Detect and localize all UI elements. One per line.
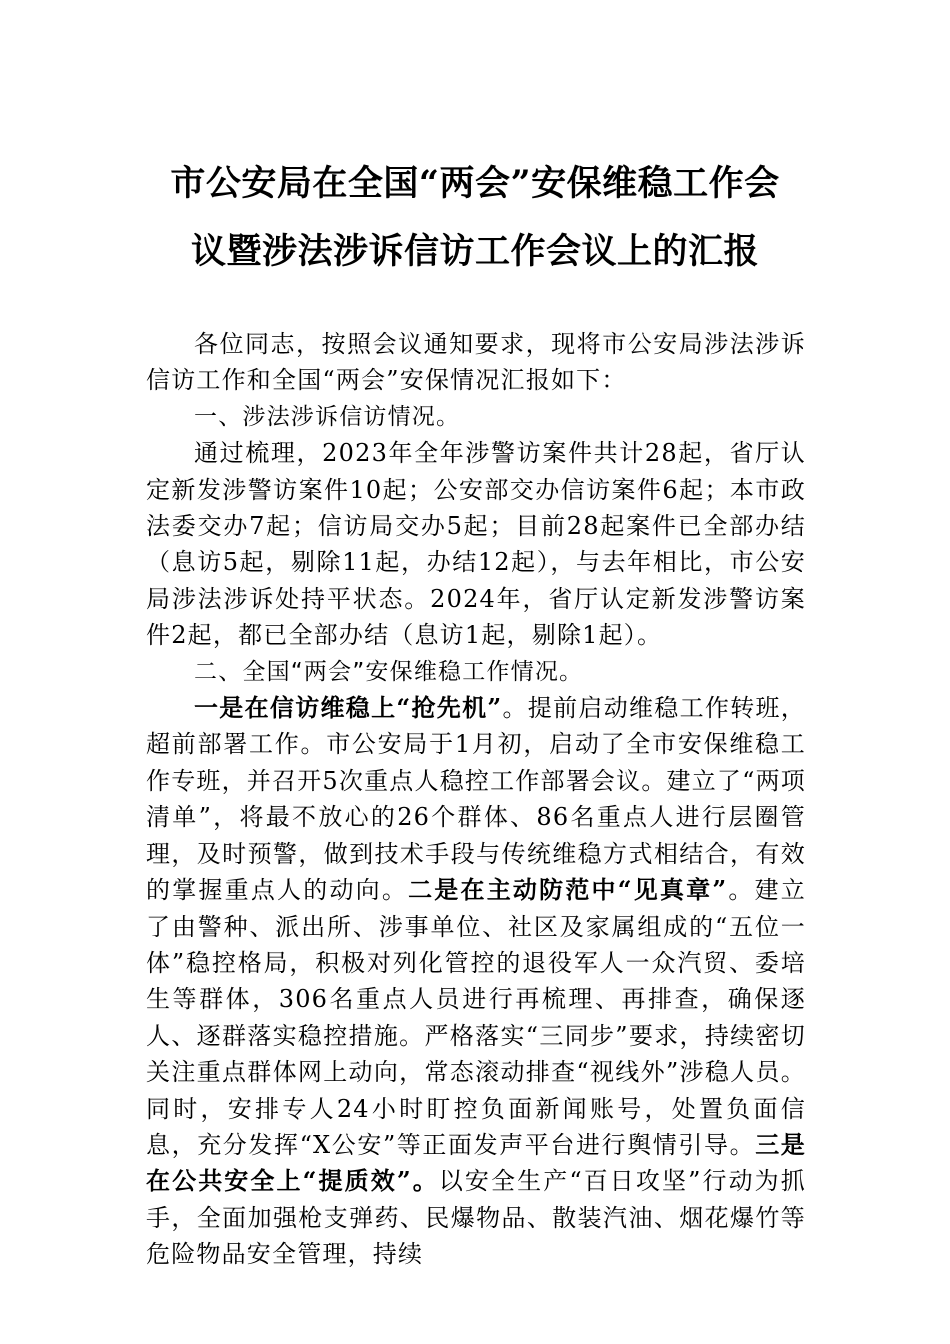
- intro-paragraph: 各位同志，按照会议通知要求，现将市公安局涉法涉诉信访工作和全国“两会”安保情况汇报如下：: [146, 330, 806, 395]
- point-3-text: 以安全生产“百日攻坚”行动为抓手，全面加强枪支弹药、民爆物品、散装汽油、烟花爆竹等危险物品安全管理，持续: [146, 1167, 806, 1269]
- document-body: [146, 326, 806, 1273]
- section-1-heading: 一、涉法涉诉信访情况。: [194, 403, 461, 430]
- section-2-heading: 二、全国“两会”安保维稳工作情况。: [194, 658, 584, 685]
- section-1-paragraph: 通过梳理，2023年全年涉警访案件共计28起，省厅认定新发涉警访案件10起；公安部交办信访案件6起；本市政法委交办7起；信访局交办5起；目前28起案件已全部办结（息访5起，剔除11起，办结12起），与去年相比，市公安局涉法涉诉处持平状态。2024年，省厅认定新发涉警访案件2起，都已全部办结（息访1起，剔除1起）。: [146, 439, 806, 650]
- section-2-paragraph: [146, 690, 806, 1273]
- point-2-text: 。建立了由警种、派出所、涉事单位、社区及家属组成的“五位一体”稳控格局，积极对列化管控的退役军人一众汽贸、委培生等群体，306名重点人员进行再梳理、再排查，确保逐人、逐群落实稳控措施。严格落实“三同步”要求，持续密切关注重点群体网上动向，常态滚动排查“视线外”涉稳人员。同时，安排专人24小时盯控负面新闻账号，处置负面信息，充分发挥“X公安”等正面发声平台进行舆情引导。: [146, 876, 806, 1159]
- point-2-lead: 二是在主动防范中“见真章”: [408, 875, 728, 905]
- point-1-lead: 一是在信访维稳上“抢先机”: [194, 693, 503, 723]
- document-title-line-2: 议暨涉法涉诉信访工作会议上的汇报: [190, 231, 759, 272]
- document-title-line-1: 市公安局在全国“两会”安保维稳工作会: [170, 163, 780, 204]
- point-3-lead: 三是在公共安全上“提质效”。: [146, 1129, 807, 1196]
- point-1-text: 。提前启动维稳工作转班，超前部署工作。市公安局于1月初，启动了全市安保维稳工作专班，并召开5次重点人稳控工作部署会议。建立了“两项清单”，将最不放心的26个群体、86名重点人进行层圈管理，及时预警，做到技术手段与传统维稳方式相结合，有效的掌握重点人的动向。: [146, 694, 806, 905]
